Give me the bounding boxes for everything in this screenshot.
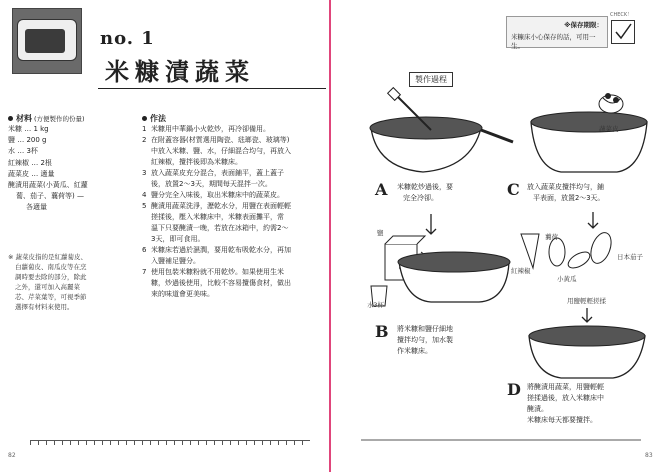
materials-note (8, 252, 104, 312)
wok-illustration (370, 88, 513, 172)
ingredient: 醃漬用蔬菜(小黃瓜、紅蘿 (8, 181, 88, 190)
label-myoga: 蘘荷 (545, 233, 558, 241)
check-label: CHECK！ (610, 12, 633, 18)
bullet-icon (8, 116, 13, 121)
note-line: 調時要去除的部分，除此 (15, 273, 87, 281)
method-step: 5 醃漬用蔬菜洗淨，瀝乾水分，用鹽在表面輕輕 搓揉後，壓入米糠床中，米糠表面攤平，常 溫下只要醃漬一晚，若放在冰箱中，約需2～ 3天，即可食用。 (142, 202, 291, 243)
step-letter-a: A (375, 180, 388, 199)
bowl-c-illustration (531, 93, 647, 172)
ingredient: 各適量 (26, 203, 47, 212)
step-letter-d: D (507, 380, 521, 399)
save-period-label: ※保存期限： (564, 21, 603, 29)
note-line: ※ 蔬菜皮指的是紅蘿蔔皮、 (8, 253, 88, 261)
recipe-title: 米糠漬蔬菜 (105, 58, 255, 86)
label-chili: 紅辣椒 (511, 267, 531, 275)
method-step: 6 米糠床若過於濕潤，要用乾布吸乾水分，再加 入鹽補足鹽分。 (142, 246, 291, 265)
bullet-icon (142, 116, 147, 121)
ingredient: 水 … 3杯 (8, 147, 38, 156)
page-ruler (30, 440, 310, 447)
method-step: 3 放入蔬菜皮充分混合，表面鋪平，蓋上蓋子 後，放置2～3天，期間每天混拌一次。 (142, 169, 284, 188)
method-steps (142, 124, 322, 300)
rice-bran-illustration (25, 29, 65, 53)
method-step: 2 在附蓋容器(材質選用陶瓷、琺瑯瓷、玻璃等) 中放入米糠、鹽、水，仔細混合均勻，再放入 紅辣椒，攪拌後即為米糠床。 (142, 136, 291, 166)
step-c-text: 放入蔬菜皮攪拌均勻，鋪 平表面，放置2～3天。 (527, 183, 605, 202)
label-peel: 蔬菜皮 (599, 125, 619, 133)
ingredient: 蔬菜皮 … 適量 (8, 169, 55, 178)
note-line: 之外，還可加入高麗菜 (15, 283, 80, 291)
materials-heading: 材料 (方便製作的份量) (8, 113, 85, 124)
ingredient: 蔔、茄子、蘘荷等) — (16, 192, 84, 201)
note-line: 芯、芹菜葉等，可視季節 (15, 293, 87, 301)
label-cucumber: 小黃瓜 (557, 275, 577, 283)
step-letter-b: B (375, 322, 389, 341)
step-letter-c: C (507, 180, 520, 199)
method-step: 7 使用包裝米糠粉就不用乾炒。如果使用生米 糠，炒過後使用，比較不容易攪傷食材，做出 來的味道會更美味。 (142, 268, 291, 298)
step-b-text: 將米糠和鹽仔細地 攪拌均勻，加水製 作米糠床。 (397, 325, 453, 355)
label-salt: 鹽 (377, 229, 384, 237)
note-line: 選擇有材料來使用。 (15, 303, 74, 311)
step-a-text: 米糠乾炒過後，要 完全冷卻。 (397, 183, 453, 202)
method-heading: 作法 (142, 113, 166, 124)
process-title: 製作過程 (409, 72, 453, 87)
ingredient-list (8, 124, 92, 214)
label-rub: 用鹽輕輕搓揉 (567, 297, 606, 305)
ingredient: 紅辣椒 … 2根 (8, 158, 52, 167)
page-number: 82 (8, 452, 16, 459)
save-period-text: 米糠床小心保存的話，可用一生。 (511, 33, 596, 50)
right-page (331, 0, 663, 472)
left-page (0, 0, 330, 472)
recipe-number: no. 1 (100, 28, 155, 49)
step-d-text: 將醃漬用蔬菜，用鹽輕輕 搓揉過後，放入米糠床中 醃漬。 米糠床每天都要攪拌。 (527, 383, 604, 424)
ingredient: 鹽 … 200 g (8, 136, 47, 145)
title-underline (98, 88, 326, 89)
method-step: 4 鹽分完全入味後，取出米糠床中的蔬菜皮。 (142, 191, 284, 199)
method-step: 1 米糠用中華鍋小火乾炒，再冷卻備用。 (142, 125, 270, 133)
note-line: 白蘿蔔皮、南瓜皮等在烹 (15, 263, 87, 271)
bowl-b-illustration (371, 236, 510, 306)
label-eggplant: 日本茄子 (617, 253, 643, 261)
ingredient: 米糠 … 1 kg (8, 125, 49, 133)
label-water: 水3杯 (367, 301, 384, 309)
page-number: 83 (645, 452, 653, 459)
recipe-photo (12, 8, 82, 74)
